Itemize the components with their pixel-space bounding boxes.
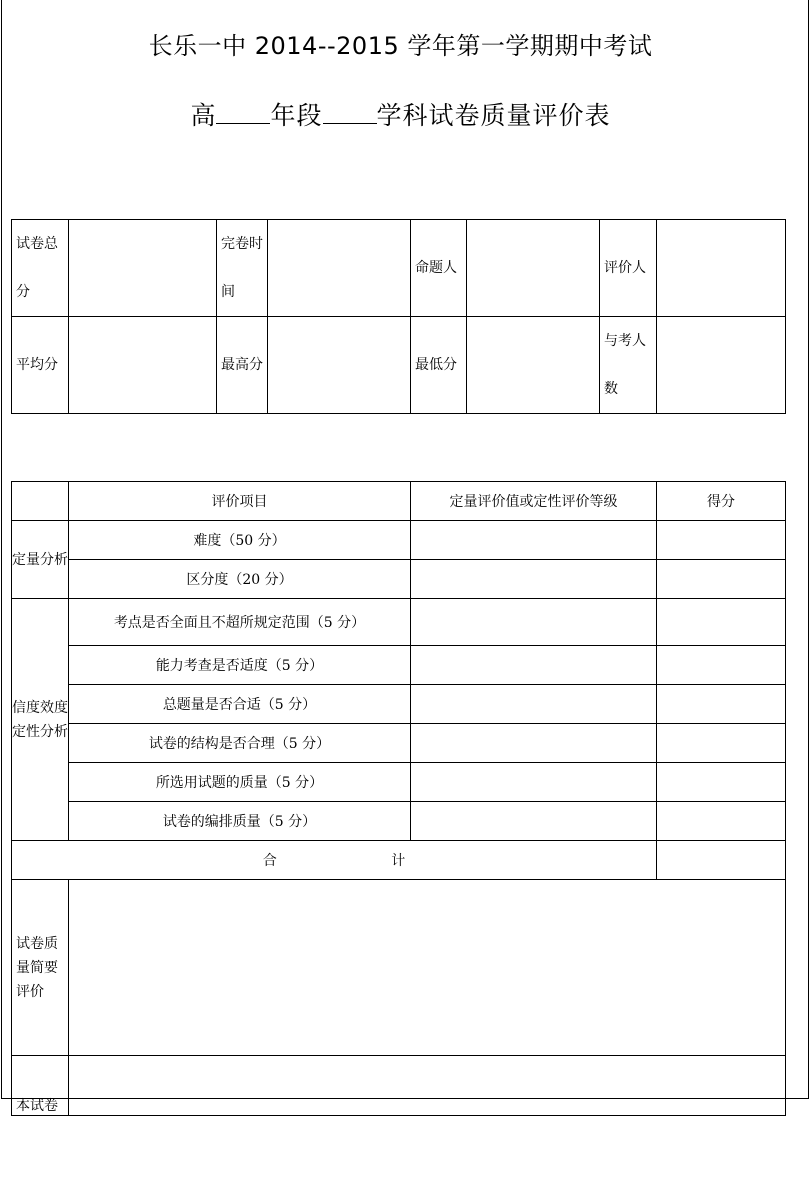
header-item: 评价项目 (69, 482, 411, 521)
subject-blank[interactable] (323, 99, 377, 124)
total-label: 合 计 (12, 841, 657, 880)
info-row-1 (12, 220, 786, 317)
subtitle-middle: 年段 (270, 101, 323, 130)
score-cell[interactable] (657, 646, 786, 685)
grade-blank[interactable] (216, 99, 270, 124)
item-discrimination: 区分度（20 分） (69, 560, 411, 599)
reliability-label: 信度效度定性分析 (12, 599, 69, 841)
average-value[interactable] (69, 317, 217, 414)
setter-value[interactable] (467, 220, 600, 317)
highest-value[interactable] (268, 317, 411, 414)
table-row (12, 685, 786, 724)
item-volume: 总题量是否合适（5 分） (69, 685, 411, 724)
score-cell[interactable] (657, 724, 786, 763)
lowest-value[interactable] (467, 317, 600, 414)
evaluator-value[interactable] (657, 220, 786, 317)
highest-label: 最高分 (217, 317, 268, 414)
info-row-2 (12, 317, 786, 414)
subtitle-prefix: 高 (190, 101, 217, 130)
grade-cell[interactable] (411, 763, 657, 802)
score-cell[interactable] (657, 599, 786, 646)
header-empty (12, 482, 69, 521)
average-label: 平均分 (12, 317, 69, 414)
item-coverage: 考点是否全面且不超所规定范围（5 分） (69, 599, 411, 646)
exam-info-table (11, 219, 786, 414)
header-row (12, 482, 786, 521)
finish-time-label: 完卷时间 (217, 220, 268, 317)
brief-evaluation-content[interactable] (69, 880, 786, 1056)
item-structure: 试卷的结构是否合理（5 分） (69, 724, 411, 763)
table-row (12, 521, 786, 560)
score-cell[interactable] (657, 802, 786, 841)
item-ability: 能力考查是否适度（5 分） (69, 646, 411, 685)
evaluation-table (11, 481, 786, 1116)
score-cell[interactable] (657, 685, 786, 724)
setter-label: 命题人 (411, 220, 467, 317)
grade-cell[interactable] (411, 560, 657, 599)
total-score-label: 试卷总分 (12, 220, 69, 317)
table-row (12, 560, 786, 599)
last-row-content[interactable] (69, 1056, 786, 1116)
header-grade: 定量评价值或定性评价等级 (411, 482, 657, 521)
item-quality: 所选用试题的质量（5 分） (69, 763, 411, 802)
last-row-label: 本试卷 (12, 1056, 69, 1116)
total-row (12, 841, 786, 880)
brief-evaluation-label: 试卷质量简要评价 (12, 880, 69, 1056)
total-score-value[interactable] (69, 220, 217, 317)
score-cell[interactable] (657, 560, 786, 599)
form-subtitle (2, 96, 799, 132)
brief-evaluation-row (12, 880, 786, 1056)
evaluator-label: 评价人 (600, 220, 657, 317)
table-row (12, 724, 786, 763)
grade-cell[interactable] (411, 724, 657, 763)
grade-cell[interactable] (411, 685, 657, 724)
quantitative-label: 定量分析 (12, 521, 69, 599)
table-row (12, 599, 786, 646)
document-title: 长乐一中 2014--2015 学年第一学期期中考试 (148, 32, 653, 60)
table-row (12, 802, 786, 841)
examinees-value[interactable] (657, 317, 786, 414)
subtitle-suffix: 学科试卷质量评价表 (376, 101, 611, 130)
grade-cell[interactable] (411, 646, 657, 685)
total-score-cell[interactable] (657, 841, 786, 880)
lowest-label: 最低分 (411, 317, 467, 414)
last-row (12, 1056, 786, 1116)
score-cell[interactable] (657, 763, 786, 802)
examinees-label: 与考人数 (600, 317, 657, 414)
grade-cell[interactable] (411, 599, 657, 646)
header-score: 得分 (657, 482, 786, 521)
item-layout: 试卷的编排质量（5 分） (69, 802, 411, 841)
item-difficulty: 难度（50 分） (69, 521, 411, 560)
table-row (12, 763, 786, 802)
table-row (12, 646, 786, 685)
grade-cell[interactable] (411, 802, 657, 841)
document-page (1, 0, 809, 1114)
finish-time-value[interactable] (268, 220, 411, 317)
score-cell[interactable] (657, 521, 786, 560)
grade-cell[interactable] (411, 521, 657, 560)
